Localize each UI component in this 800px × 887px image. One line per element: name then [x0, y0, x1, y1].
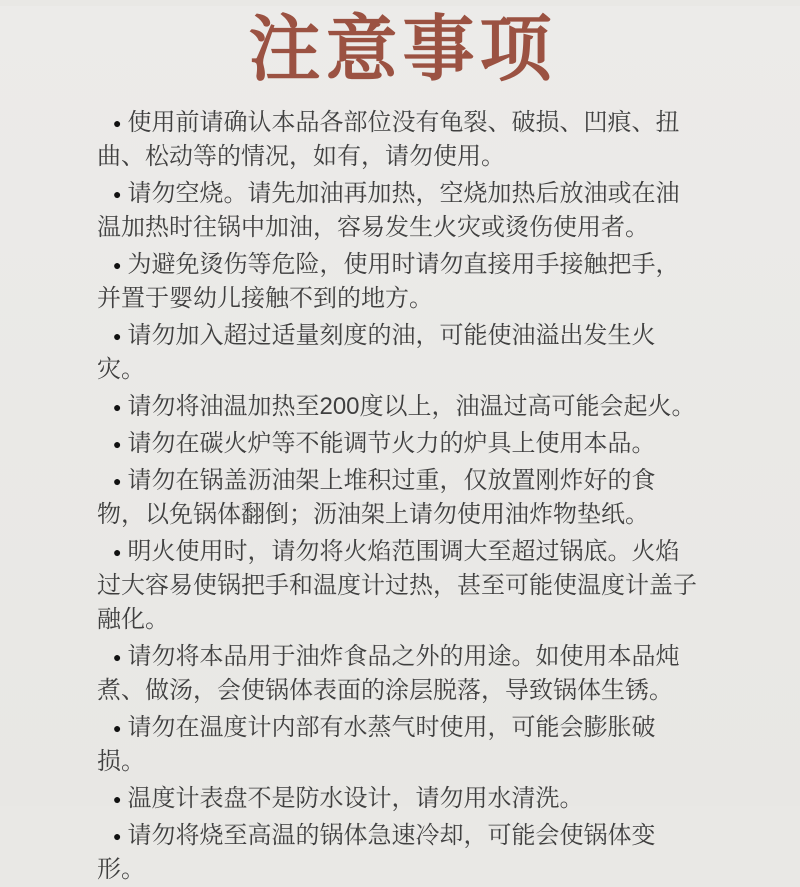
precautions-page — [0, 6, 800, 883]
notice-item-text: 请勿将烧至高温的锅体急速冷却，可能会使锅体变形。 — [97, 822, 656, 883]
bullet-icon: ● — [113, 473, 122, 489]
notice-item — [97, 248, 703, 316]
bullet-icon: ● — [113, 399, 122, 415]
notice-item — [97, 319, 703, 387]
page-title: 注意事项 — [248, 10, 557, 90]
bullet-icon: ● — [113, 257, 122, 273]
bullet-icon: ● — [113, 791, 122, 807]
notice-item-text: 请勿将本品用于油炸食品之外的用途。如使用本品炖煮、做汤，会使锅体表面的涂层脱落，导致锅体生锈。 — [97, 643, 680, 704]
notice-item-text: 使用前请确认本品各部位没有龟裂、破损、凹痕、扭曲、松动等的情况，如有，请勿使用。 — [97, 109, 680, 170]
notice-item — [97, 464, 703, 532]
bullet-icon: ● — [113, 828, 122, 844]
notice-item — [97, 711, 703, 779]
bullet-icon: ● — [113, 186, 122, 202]
notice-item — [97, 390, 703, 424]
bullet-icon: ● — [113, 328, 122, 344]
notice-list — [97, 106, 703, 887]
notice-item-text: 请勿在温度计内部有水蒸气时使用，可能会膨胀破损。 — [97, 714, 656, 775]
bullet-icon: ● — [113, 720, 122, 736]
notice-item-text: 请勿将油温加热至200度以上，油温过高可能会起火。 — [127, 393, 696, 420]
notice-item — [97, 782, 703, 816]
notice-item-text: 请勿在碳火炉等不能调节火力的炉具上使用本品。 — [127, 430, 656, 457]
notice-item-text: 请勿加入超过适量刻度的油，可能使油溢出发生火灾。 — [97, 322, 656, 383]
notice-item — [97, 106, 703, 174]
notice-item-text: 明火使用时，请勿将火焰范围调大至超过锅底。火焰过大容易使锅把手和温度计过热，甚至可能使温度计盖子融化。 — [97, 538, 697, 633]
bullet-icon: ● — [113, 649, 122, 665]
notice-item-text: 为避免烫伤等危险，使用时请勿直接用手接触把手，并置于婴幼儿接触不到的地方。 — [97, 251, 680, 312]
bullet-icon: ● — [113, 115, 122, 131]
notice-item-text: 温度计表盘不是防水设计，请勿用水清洗。 — [127, 785, 584, 812]
notice-item — [97, 427, 703, 461]
notice-item-text: 请勿空烧。请先加油再加热，空烧加热后放油或在油温加热时往锅中加油，容易发生火灾或烫伤使用者。 — [97, 180, 680, 241]
notice-item — [97, 177, 703, 245]
notice-item — [97, 819, 703, 887]
notice-item — [97, 535, 703, 637]
bullet-icon: ● — [113, 544, 122, 560]
bullet-icon: ● — [113, 436, 122, 452]
notice-item — [97, 640, 703, 708]
notice-item-text: 请勿在锅盖沥油架上堆积过重，仅放置刚炸好的食物，以免锅体翻倒；沥油架上请勿使用油炸物垫纸。 — [97, 467, 656, 528]
